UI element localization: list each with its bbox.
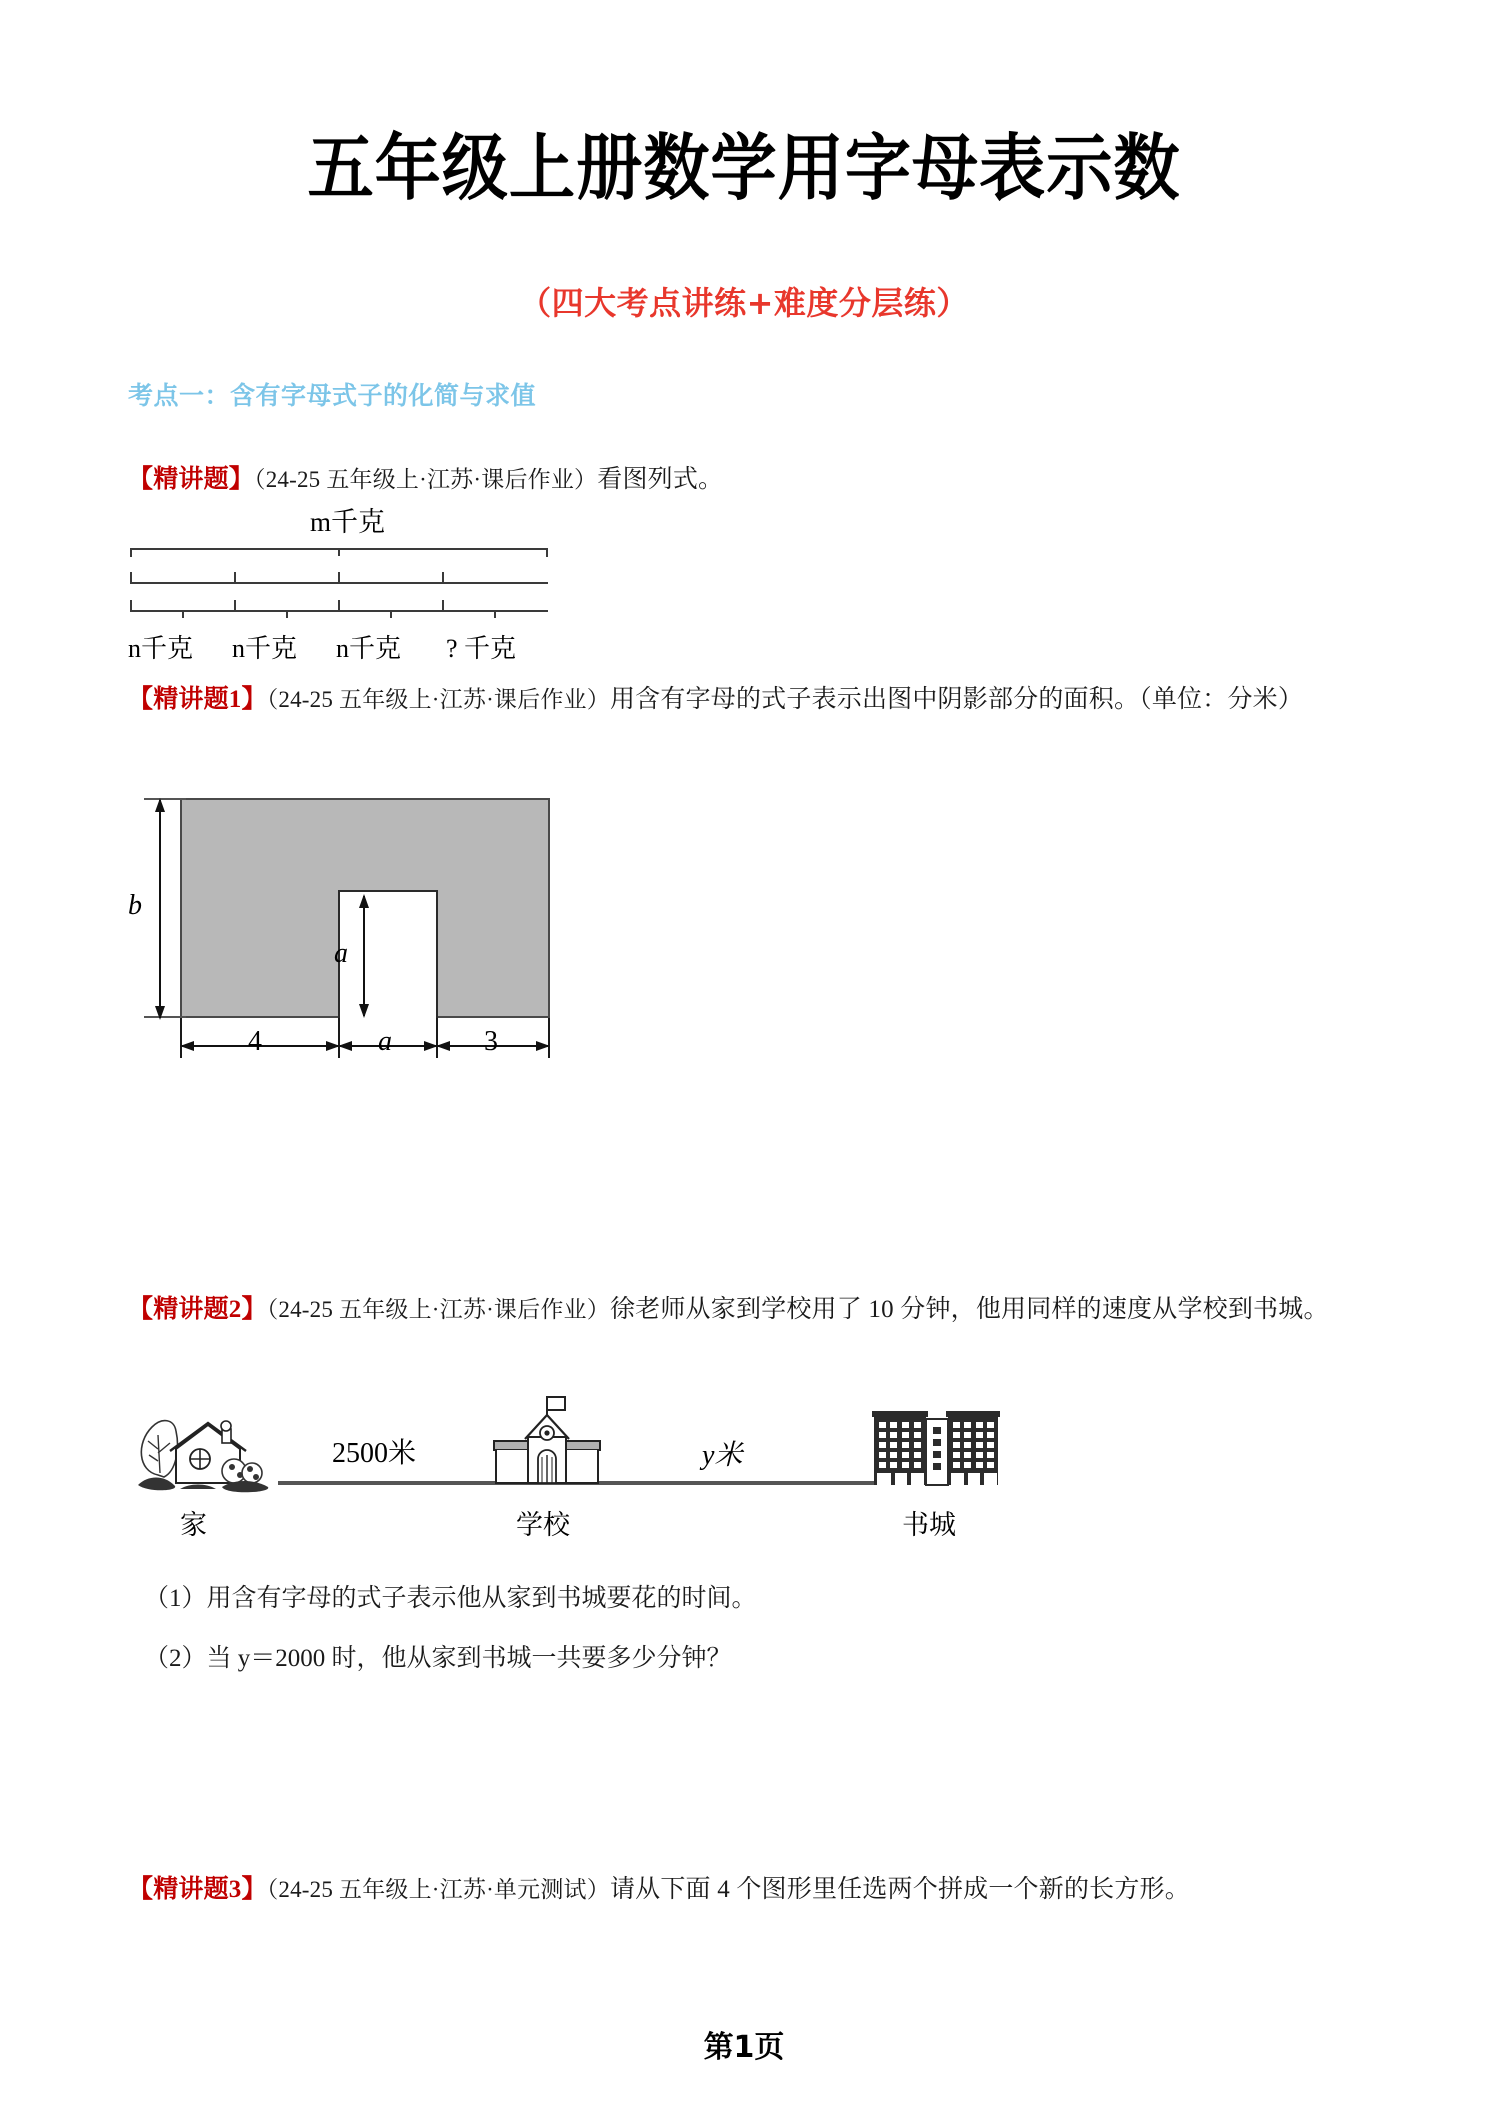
problem-3-tag: 【精讲题3】 <box>128 1876 267 1903</box>
bar-top-tick-center <box>338 548 340 556</box>
bar-segment-label-2: n千克 <box>336 634 402 663</box>
page-subtitle: （四大考点讲练+难度分层练） <box>519 284 969 322</box>
problem-2-subquestion-1: （1）用含有字母的式子表示他从家到书城要花的时间。 <box>144 1585 757 1612</box>
route-distance-second: y米 <box>702 1440 743 1471</box>
problem-2-subquestion-2: （2）当 y＝2000 时，他从家到书城一共要多少分钟？ <box>144 1645 732 1672</box>
route-distance-first: 2500米 <box>332 1438 417 1469</box>
bookstore-icon <box>872 1405 1002 1495</box>
route-label-school: 学校 <box>516 1510 570 1540</box>
bar-segment-label-0: n千克 <box>128 634 194 663</box>
problem-0-text: 看图列式。 <box>597 466 724 493</box>
dimension-arrow-b <box>148 798 172 1020</box>
route-label-home: 家 <box>180 1510 207 1540</box>
label-b: b <box>128 890 142 921</box>
label-width-3: 3 <box>484 1026 498 1057</box>
house-icon <box>130 1405 290 1495</box>
bar-bottom-tick-1 <box>234 600 236 611</box>
bar-top-tick-left <box>130 548 132 557</box>
bar-diagram <box>128 500 550 663</box>
problem-0-source: （24-25 五年级上·江苏·课后作业） <box>254 467 598 492</box>
dimension-arrow-a <box>352 894 376 1018</box>
problem-1-source: （24-25 五年级上·江苏·课后作业） <box>266 687 610 712</box>
bar-segment-label-1: n千克 <box>232 634 298 663</box>
shaded-area-figure <box>130 790 590 1080</box>
bar-middle-tick-3 <box>442 572 444 584</box>
page-footer: 第1页 <box>703 2030 785 2065</box>
bar-bottom-mid-2 <box>390 610 392 618</box>
bar-bottom-tick-3 <box>442 600 444 611</box>
problem-3 <box>128 1862 1380 1918</box>
problem-2 <box>128 1282 1380 1338</box>
route-diagram <box>130 1385 956 1565</box>
school-icon <box>482 1393 612 1499</box>
problem-3-text: 请从下面 4 个图形里任选两个拼成一个新的长方形。 <box>609 1876 1190 1903</box>
problem-3-source: （24-25 五年级上·江苏·单元测试） <box>266 1877 610 1902</box>
route-label-bookstore: 书城 <box>902 1510 956 1540</box>
bar-bottom-mid-1 <box>286 610 288 618</box>
bar-top-tick-right <box>546 548 548 557</box>
problem-2-text: 徐老师从家到学校用了 10 分钟，他用同样的速度从学校到书城。 <box>609 1296 1329 1323</box>
problem-1-tag: 【精讲题1】 <box>128 686 267 713</box>
bar-middle-tick-2 <box>338 572 340 584</box>
bar-bottom-mid-3 <box>494 610 496 618</box>
bar-bottom-tick-0 <box>130 600 132 611</box>
section-heading: 考点一：含有字母式子的化简与求值 <box>128 381 537 410</box>
bar-bottom-tick-2 <box>338 600 340 611</box>
bar-total-label: m千克 <box>310 507 386 537</box>
problem-1-text: 用含有字母的式子表示出图中阴影部分的面积。（单位：分米） <box>609 686 1304 713</box>
label-width-4: 4 <box>248 1026 262 1057</box>
bar-bottom-mid-0 <box>182 610 184 618</box>
problem-0-tag: 【精讲题】 <box>128 466 255 493</box>
problem-2-tag: 【精讲题2】 <box>128 1296 267 1323</box>
problem-2-source: （24-25 五年级上·江苏·课后作业） <box>266 1297 610 1322</box>
bar-segment-label-3: ? 千克 <box>446 634 517 663</box>
label-width-a: a <box>378 1026 392 1057</box>
page-title: 五年级上册数学用字母表示数 <box>307 126 1181 210</box>
label-a-height: a <box>334 938 348 969</box>
bar-middle-tick-0 <box>130 572 132 584</box>
bar-middle-tick-1 <box>234 572 236 584</box>
problem-1 <box>128 672 1380 728</box>
